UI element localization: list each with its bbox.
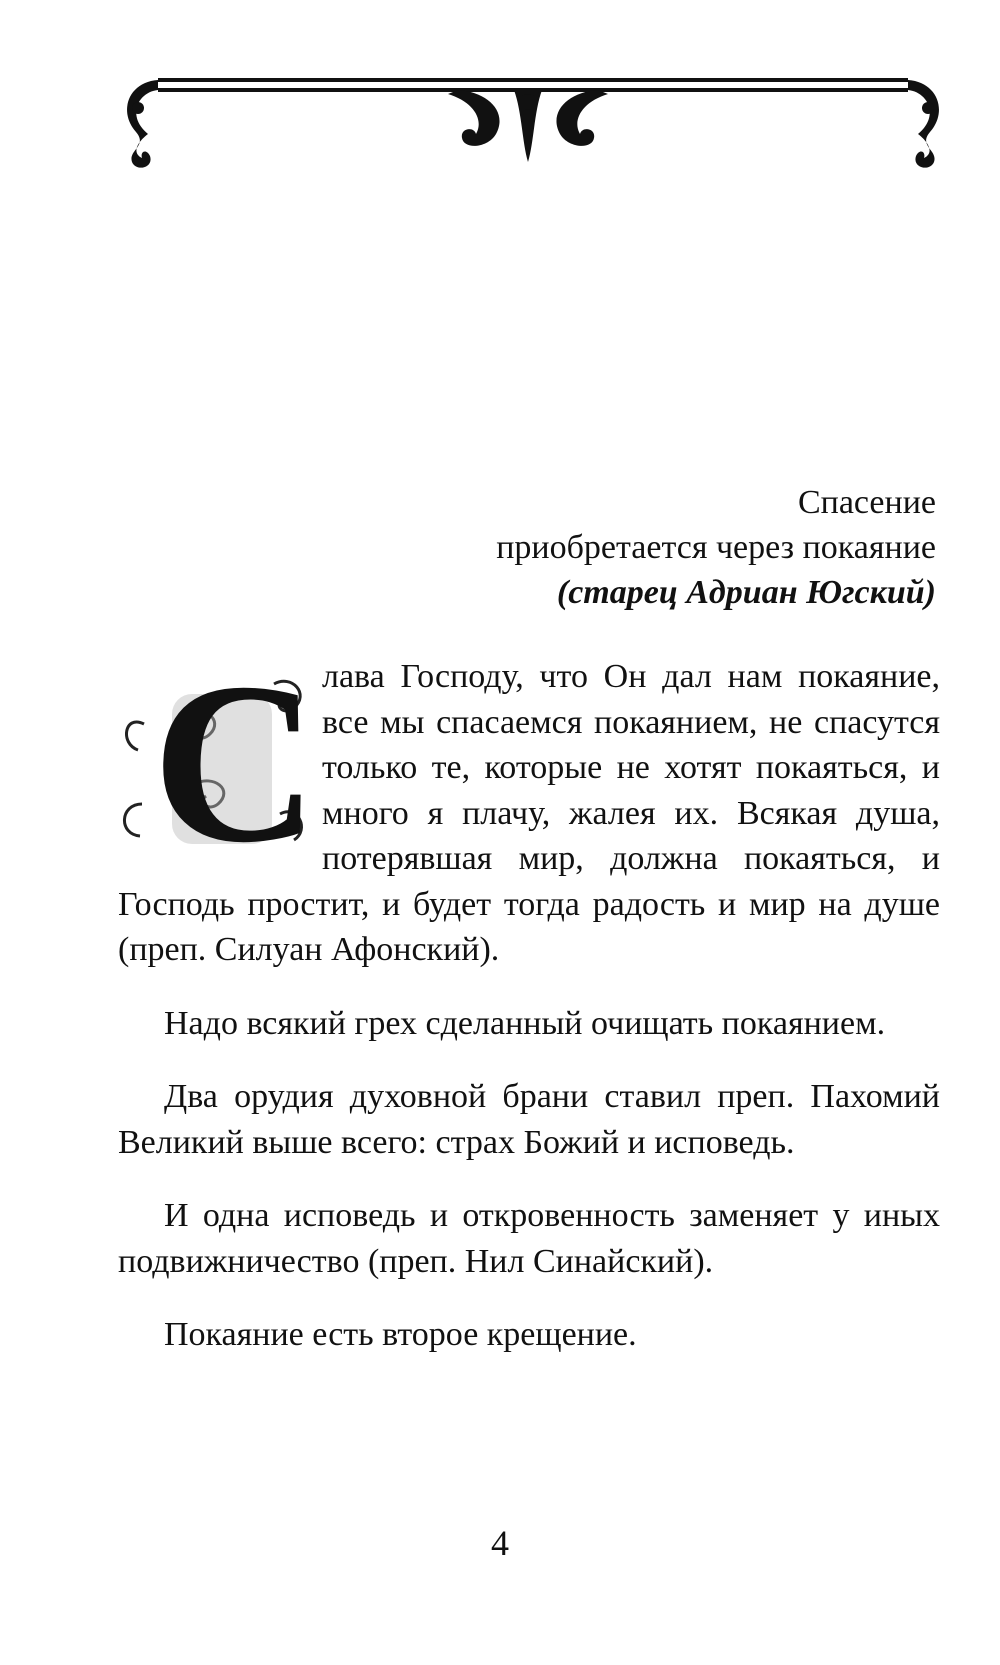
paragraph: И одна исповедь и откровенность заменяет у иных подвижничество (преп. Нил Синайский). [118, 1197, 940, 1280]
paragraph: Надо всякий грех сделанный очищать покаянием. [164, 1004, 886, 1042]
epigraph [496, 480, 936, 615]
page-number: 4 [491, 1523, 509, 1563]
paragraph: Покаяние есть второе крещение. [164, 1316, 637, 1353]
paragraph [118, 635, 940, 973]
epigraph-line: приобретается через покаяние [496, 529, 936, 566]
drop-cap [114, 635, 319, 890]
epigraph-line: Спасение [797, 484, 936, 521]
drop-cap-letter: С [152, 635, 319, 890]
text-body [118, 635, 940, 1386]
header-ornament [118, 72, 948, 172]
epigraph-author: (старец Адриан Югский) [556, 574, 936, 611]
paragraph-text: лава Господу, что Он дал нам покаяние, все мы спасаемся покаянием, не спасутся только те, которые не хотят покаяться, и много я плачу, жалея их. Всякая душа, потерявшая мир, должна покаяться, и Господь простит, и будет тогда радость и мир на душе (преп. Силуан Афонский). [118, 658, 940, 968]
paragraph: Два орудия духовной брани ставил преп. Пахомий Великий выше всего: страх Божий и исповедь. [118, 1078, 940, 1161]
